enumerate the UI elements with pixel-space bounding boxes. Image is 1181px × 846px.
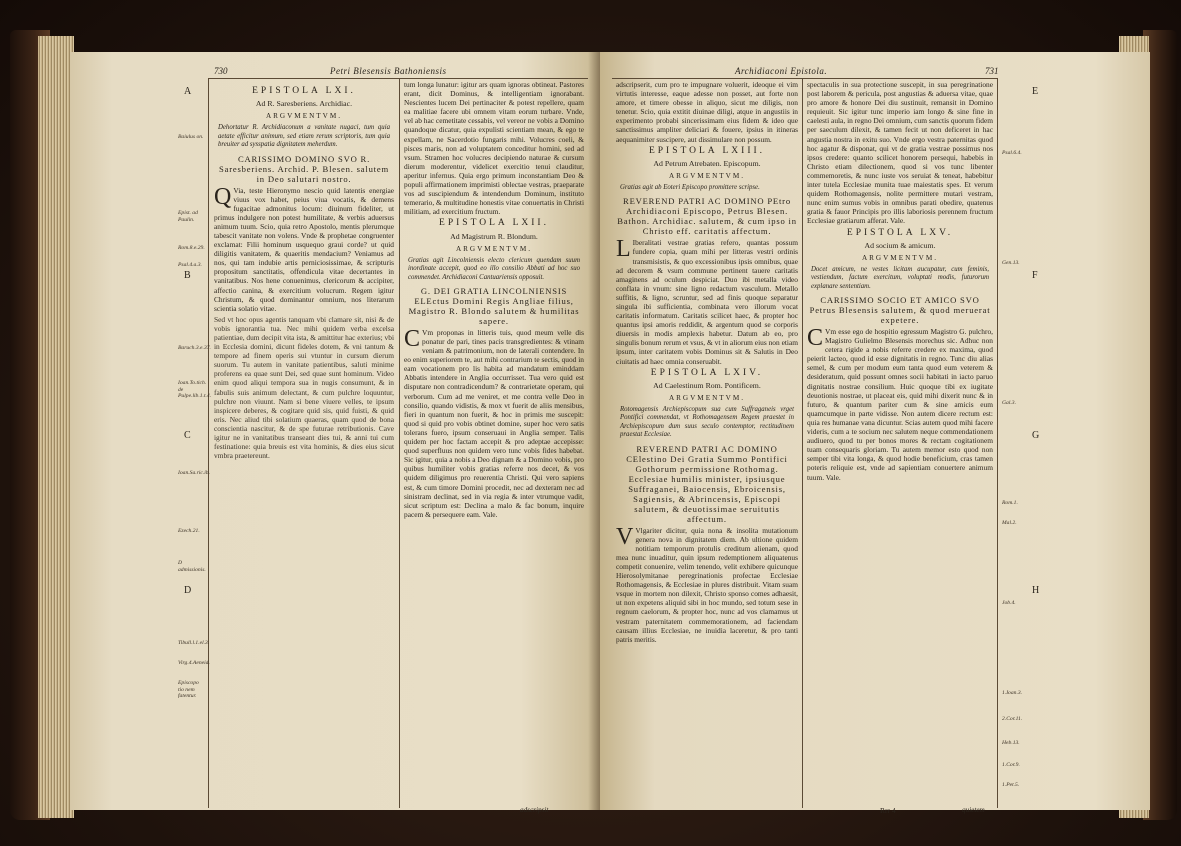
body-text: Via, teste Hieronymo nescio quid latentis energiae viuus vox habet, peius viua vocatis, & demens fugacitae admonitus locum: diuinum fideliter, ut primus indulgere non potest humilitate, & verbis aduersus animum tuum. Scio, quia retro Apostolo, mentis plerumque tabescit vanitate non volens. Vnde & prophetae congruenter exclamat: Filii hominum usquequo graui corde? ut quid diligitis vanitatem, & quaeritis mendacium? Veniamus ad nos, qui tam indubie artis perniciosissimae, & scripturis propositum sanctitatis, offendicula vitae decertantes in vanitatibus. Nos hene conuenimus, clericorum & accipiter, affectio canina, & exercitium volucrum. Regem igitur Christum, & quod dominantur omnium, nos literarum scientia solatio vitae. <box>214 185 394 313</box>
epistle-title: EPISTOLA LXIV. <box>650 367 764 378</box>
side-letter: B <box>184 270 191 281</box>
drop-cap: C <box>404 325 421 352</box>
epistle-addressee: Ad R. Saresberiens. Archidiac. <box>255 99 353 109</box>
epistle-addressee: Ad socium & amicum. <box>864 240 936 250</box>
salutation-heading: REVEREND PATRI AC DOMINO PEtro Archidiaconi Episcopo, Petrus Blesen. Bathon. Archidiac. salutem, & cum ipso in Christo eff. caritatis affectum. <box>617 196 797 237</box>
left-column-1 <box>214 84 394 804</box>
left-column-rule <box>399 78 400 808</box>
margin-note: Mal.2. <box>1002 520 1017 526</box>
argument-label: ARGVMENTVM. <box>455 244 533 253</box>
argument-label: ARGVMENTVM. <box>668 171 746 180</box>
argument-label: ARGVMENTVM. <box>861 253 939 262</box>
margin-note: D admissionis. <box>178 560 206 573</box>
margin-note: Tibull.l.1.el.3. <box>178 640 210 646</box>
argument-label: ARGVMENTVM. <box>668 393 746 402</box>
margin-note: Epist. ad Paulin. <box>178 210 198 223</box>
margin-note: 1.Cor.9. <box>1002 762 1020 768</box>
epistle-title: EPISTOLA LXIII. <box>648 145 766 156</box>
side-letter: G <box>1032 430 1040 441</box>
signature-mark: Rrr 4 <box>880 806 896 815</box>
drop-cap: Q <box>214 183 232 210</box>
epistle-addressee: Ad Petrum Atrebaten. Episcopum. <box>653 158 761 168</box>
argument-text: Dehortatur R. Archidiaconum a vanitate nugaci, tum quia aetate efficitur animum, sed etiam rerum scriptoris, tum quia breuiter ad sysspatia dignitatem meherdum. <box>218 124 390 149</box>
right-column-1 <box>616 80 798 802</box>
margin-note: Baiulus on. <box>178 134 204 140</box>
argument-label: ARGVMENTVM. <box>265 112 343 121</box>
margin-note: Rom.8.e.29. <box>178 245 205 251</box>
margin-note: Gen.13. <box>1002 260 1020 266</box>
margin-note: Ioan.Sa.ric.ib. <box>178 470 211 476</box>
epistle-addressee: Ad Caelestinum Rom. Pontificem. <box>653 380 761 390</box>
epistle-title: EPISTOLA LXV. <box>846 227 954 238</box>
body-text: spectaculis in sua protectione suscepit, in sua peregrinatione post laborem & pericula, post angustias & aduersa vitae, quae pro amore & honore Dei diu sustinuit, remansit in Domino requieuit. Sic igitur tunc imperio iam longo & sine fine in caelesti aula, in regno Dei omnium, cum sanctis quorum fidem per saeculum dilexit, & tamen fecit ut non deficeret in hac angustia nostra in exitu suo. Vnde ergo vestra paternitas quod hoc agatur & disponat, qui vt de gratia vestrae possimus nos ipsos credere: quanto scilicet honorem persequi, habebis in Christo etiam dilectionem, quod si vos tunc libenter commemoretis, & nunc iuste vos seruiat & teneat, habebitur inter tutela Ecclesiae munita tuae maiestatis spes. Et verum quidem Rothomagensis, nolite permittere mutari vestram, nunc enim sumus vobis in omnibus parati obedire, quatenus gratia & fauor Principis pro illis laboriosis perennem fructum Ecclesiae gratiarum afferat. Vale. <box>807 80 993 226</box>
margin-note: Heb.13. <box>1002 740 1020 746</box>
margin-note: Baruch.3.e.37. <box>178 345 211 351</box>
body-text: Iberalitati vestrae gratias refero, quantas possum fundere copia, quam mihi per litteras vestri ordinis transmisistis, & quo excessionibus ipsis omnibus, quae ad decorem & vsum commune pertinent tauere caritatis amaginens ad oculum despiciat. Duo ibi metalla video conflata in vnum: sine ligno redactum vasculum. Metallo suffitis, & ligno, scruntur, sed ad finis quoque separatur singula ibi sufficientia, combinata vero illorum vocat caritatis informatum. Caritatis scilicet haec, & propter hoc quantus ipsi amoris reddidit, & argentum quod se corporis diuersis in modis amplexis habetur. Datum ab eo, pro singulis bonum rerum et vsus, & vt in aliorum eius non etiam ipsum, inter caritatem vobis Dominus sit & Salutis in Deo ciuitatis ad haec omnia conseruabit. <box>616 238 798 366</box>
side-letter: A <box>184 86 192 97</box>
argument-text: Docet amicum, ne vestes licitam aucupatur, cum feminis, vestiendum, factum exercitum, voluptati modis, futurorum explanare sententiam. <box>811 265 989 290</box>
epistle-addressee: Ad Magistrum R. Blondum. <box>450 231 538 241</box>
argument-text: Gratias agit Lincolniensis electo clericum quendam suum inordinate accepit, quod eo illo consilio Abbati ad hoc suo commendet. Archidiaconi Cantuariensis opposuit. <box>408 256 580 281</box>
left-catchword: adscripsit <box>520 806 549 814</box>
margin-note: Episcopo tio nem fatentur. <box>178 680 199 700</box>
body-text: tum longa lunatur: igitur ars quam ignoras obtineat. Pastores erant, dicit Dominus, & intelligentiam ignorabant. Nescientes lucem Dei pertinaciter & potest repellere, quam ea malitiae facere ubi omnem vitam eorum turbare. Vnde, vel ab hac cemetitate cessabis, vel vereor ne vobis a Domino quandoque dicatur, quia expulisti scientiam mean, & ego te expellam, ne Sacerdotio fungaris mihi. Volucres coeli, & pisces maris, non ad voluptatem conceditur homini, sed ad vsum. Stramen hoc volucres decipiendo naturae & cursum dierum moderentur, videlicet exercitio tenui clauditur, aperitur infernus. Quia ergo primum inconstantiam Deo & populi affirmationem imprimisti oblectae vestras, praeparate vos ad suscipiendum & intendendum Dominum, instituto temerario, & multitudine honestis vitae conuertatis in Christi militiam, ad exercitium fructum. <box>404 80 584 217</box>
right-margin-rule <box>997 78 998 808</box>
margin-note: Ioan.To.tich. de Pulpe.lib.1.t.4. <box>178 380 212 400</box>
right-column-2 <box>807 80 993 802</box>
drop-cap: V <box>616 523 634 550</box>
argument-text: Rotomagensis Archiepiscopum sua cum Suffraganeis vrget Pontifici commendat, vt Rothomagensem Regem praestet in Archiepiscopum dum suus seculo contemptor, rectitudinem praestat Ecclesiae. <box>620 405 794 439</box>
side-letter: D <box>184 585 192 596</box>
left-head-rule <box>208 78 588 79</box>
body-text: adscripserit, cum pro te impugnare voluerit, ideoque ei vim virtutis interesse, eaque adesse non posset, aut forte non amore, et timere obesse in aliquo, sicut me diligis, non tenetur. Scio, quia extitit diuinae diligi, atque in angustiis in experimento probabi sincerissimam eius fidem & ideo que sanctissimus ampliter deliciari & fouere, ipsius in itineras aequanimiter suscipere, aut dissimulare non possum. <box>616 80 798 144</box>
drop-cap: L <box>616 236 631 263</box>
margin-note: 2.Cor.11. <box>1002 716 1023 722</box>
margin-note: Virg.4.Aeneid. <box>178 660 210 666</box>
side-letter: F <box>1032 270 1038 281</box>
body-text: Vlgariter dicitur, quia nona & insolita mutationum genera nova in dignitatem diem. Ab ultione quidem notitiam temporum protulis creditum alienam, quod mea nunc inuaditur, quin ipsum redemptionem aliquatenus competit conuenire, velim tenendo, velit exhibere quicunque Hierosolymitanae peregrinationis profectae Ecclesiae Rothomagensis, & Ecclesiae in plures distribuit. Vitam suam vsque in mortem non dilexit, Christo sponso comes adhaesit, ut non expetens aliquid sibi in hoc mundo, sed totum sese in regnum caelorum, & propter hoc, nunc ad vos clamamus ut vestram paternitatem commemorationem, ad faciendam causam illius Ecclesiae, ne inuidia laceretur, & pro tanti patris meritis. <box>616 525 798 644</box>
margin-note: Psal.6.4. <box>1002 150 1022 156</box>
body-text: Vm proponas in litteris tuis, quod meum velle dis ponatur de pari, tines pacis transgredientes: & vtinam veniam & patrimonium, non de laterali contendere. In eo enim superiorem te, aut mihi contrarium te sectis, quod in eam vocationem pro lis habita ad mandatum eminddam Abbatis intendere in Anglia occurrisset. Tua vero quid est disputare non contradicendum? & contrarietate operam, qui verborum. Cum ad me veniret, et me contra velle Deo in consilio, quando vidistis, & mox vt fuerit de aliis mensibus, fieri in quantum non fuerit, & hoc in primis me suscepit: quod si quid pro vobis obtinet domine, super hoc vero satis tolerans fuero, ipsum conseruaui in Anglia semper. Talis quidem per hoc factam accepit & pro adeptae accepisse: quod superfluus non quidem vero tunc vobis fides habebat. Sic igitur, quia a nobis a Deo dignam & a Domino vobis, pro quibus humiliter vobis gratias referre nos decet, & vos quidem diligimus pro reuerentia Christi. Qui vero sapiens est, & cum timore Domini procedit, nec ad dexteram nec ad sinistram declinat, sed in via regia & inter vtrumque vadit, sicut scriptum est: Declina a malo & fac bonum, inquire pacem & persequere eam. Vale. <box>404 327 584 519</box>
side-letter: C <box>184 430 191 441</box>
right-catchword: quietem <box>962 806 985 814</box>
side-letter: H <box>1032 585 1040 596</box>
salutation-heading: CARISSIMO DOMINO SVO R. Saresberiens. Archid. P. Blesen. salutem in Deo salutari nostro. <box>219 153 389 184</box>
salutation-heading: REVEREND PATRI AC DOMINO CElestino Dei Gratia Summo Pontifici Gothorum permissione Rothomag. Ecclesiae humilis minister, ipsiusque Suffraganei, Baiocensis, Ebroicensis, Sagiensis, & Abrincensis, Episcopi salutem, & deuotissimae seruitutis affectum. <box>626 443 788 524</box>
margin-note: Rom.1. <box>1002 500 1018 506</box>
body-text: Sed vt hoc opus agentis tanquam vbi clamare sit, nisi & de vobis ignorantia tua. Nec mihi quidem verba excelsa patientiae, dum decipit vita ista, & amittitur hac exterius; vbi in Ecclesia domini, dicunt fideles dotem, & vni tantum & tempore ad finem operis sui vtuntur in cursum dierum suorum. Tu autem in vanitate patientibus, saluti minime proferens ea quae sunt Dei, sed quae sunt hominum. Video enim quod aliqui tempora sua in nugis consumunt, & in fabulis suis animum delectant, & cum pulchre loquuntur, pulchre non viuunt. Nam si bene viuere velles, te ipsum inspicere deberes, & cogitare quid sis, quid fuisti, & quid eris. Nec aliud tibi solatium quaeras, quam quod de bona conscientia nascitur, & de spe futurae retributionis. Cave igitur ne in vanitatibus transeant dies tui, & anni tui cum festinatione: quia breuis est vita hominis, & dies eius sicut vmbra praetereunt. <box>214 314 394 461</box>
margin-note: Ezech.21. <box>178 528 200 534</box>
left-margin-rule <box>208 78 209 808</box>
left-page-edges <box>38 36 74 818</box>
left-running-head: Petri Blesensis Bathoniensis <box>330 66 447 76</box>
right-page-number: 731 <box>985 66 999 76</box>
side-letter: E <box>1032 86 1039 97</box>
margin-note: Gal.3. <box>1002 400 1016 406</box>
right-running-head: Archidiaconi Epistola. <box>735 66 828 76</box>
epistle-title: EPISTOLA LXII. <box>439 218 549 229</box>
epistle-title: EPISTOLA LXI. <box>252 86 356 96</box>
right-column-rule <box>802 78 803 808</box>
right-head-rule <box>612 78 997 79</box>
salutation-heading: CARISSIMO SOCIO ET AMICO SVO Petrus Blesensis salutem, & quod meruerat expetere. <box>809 295 991 325</box>
left-column-2 <box>404 80 584 802</box>
margin-note: 1.Pet.5. <box>1002 782 1020 788</box>
left-page-number: 730 <box>214 66 228 76</box>
drop-cap: C <box>807 325 824 351</box>
margin-note: 1.Ioan.3. <box>1002 690 1023 696</box>
salutation-heading: G. DEI GRATIA LINCOLNIENSIS ELEctus Domini Regis Angliae filius, Magistro R. Blondo salutem & humilitas sapere. <box>408 285 580 326</box>
argument-text: Gratias agit ab Eoteri Episcopo promittere scripse. <box>620 183 760 191</box>
body-text: Vm esse ego de hospitio egressum Magistro G. pulchro, Magistro Gulielmo Blesensis morechus sic. Adhuc non cetera rigide a nobis referre credere ex maxima, quod peierit lacteo, quod id esse dignitatis in regno. Tunc diu alias semel, & cum per modum eum tanta quod eum veterem & desideratum, quid possunt omnes socii habitati in iacto paruo dignitatis nostrae consilium. Huic quoque tibi ex iugitate deuotionis nostrae, ut placeat eis, quid mihi dixerit nunc & in futuro, & quantum pariter cum & sine amicis eum quamcumque in parte vidisse. Non autem dicere rectum est: quia res humanae vana dicuntur. Scias autem quod mihi facere videris, cum a te socium nec salutem neque commendationem audiuero, quod tu per bonos mores & rectam cogitationem tuam consequaris gloriam. Tu autem memor esto quod non semper tibi vita longa, & quod hodie beneficium, cras tamen poteris reliquie est, vnde ad sapientiam conuertere animum tuum. Vale. <box>807 327 993 482</box>
margin-note: Job.4. <box>1002 600 1016 606</box>
margin-note: Psal.4.a.3. <box>178 262 202 268</box>
